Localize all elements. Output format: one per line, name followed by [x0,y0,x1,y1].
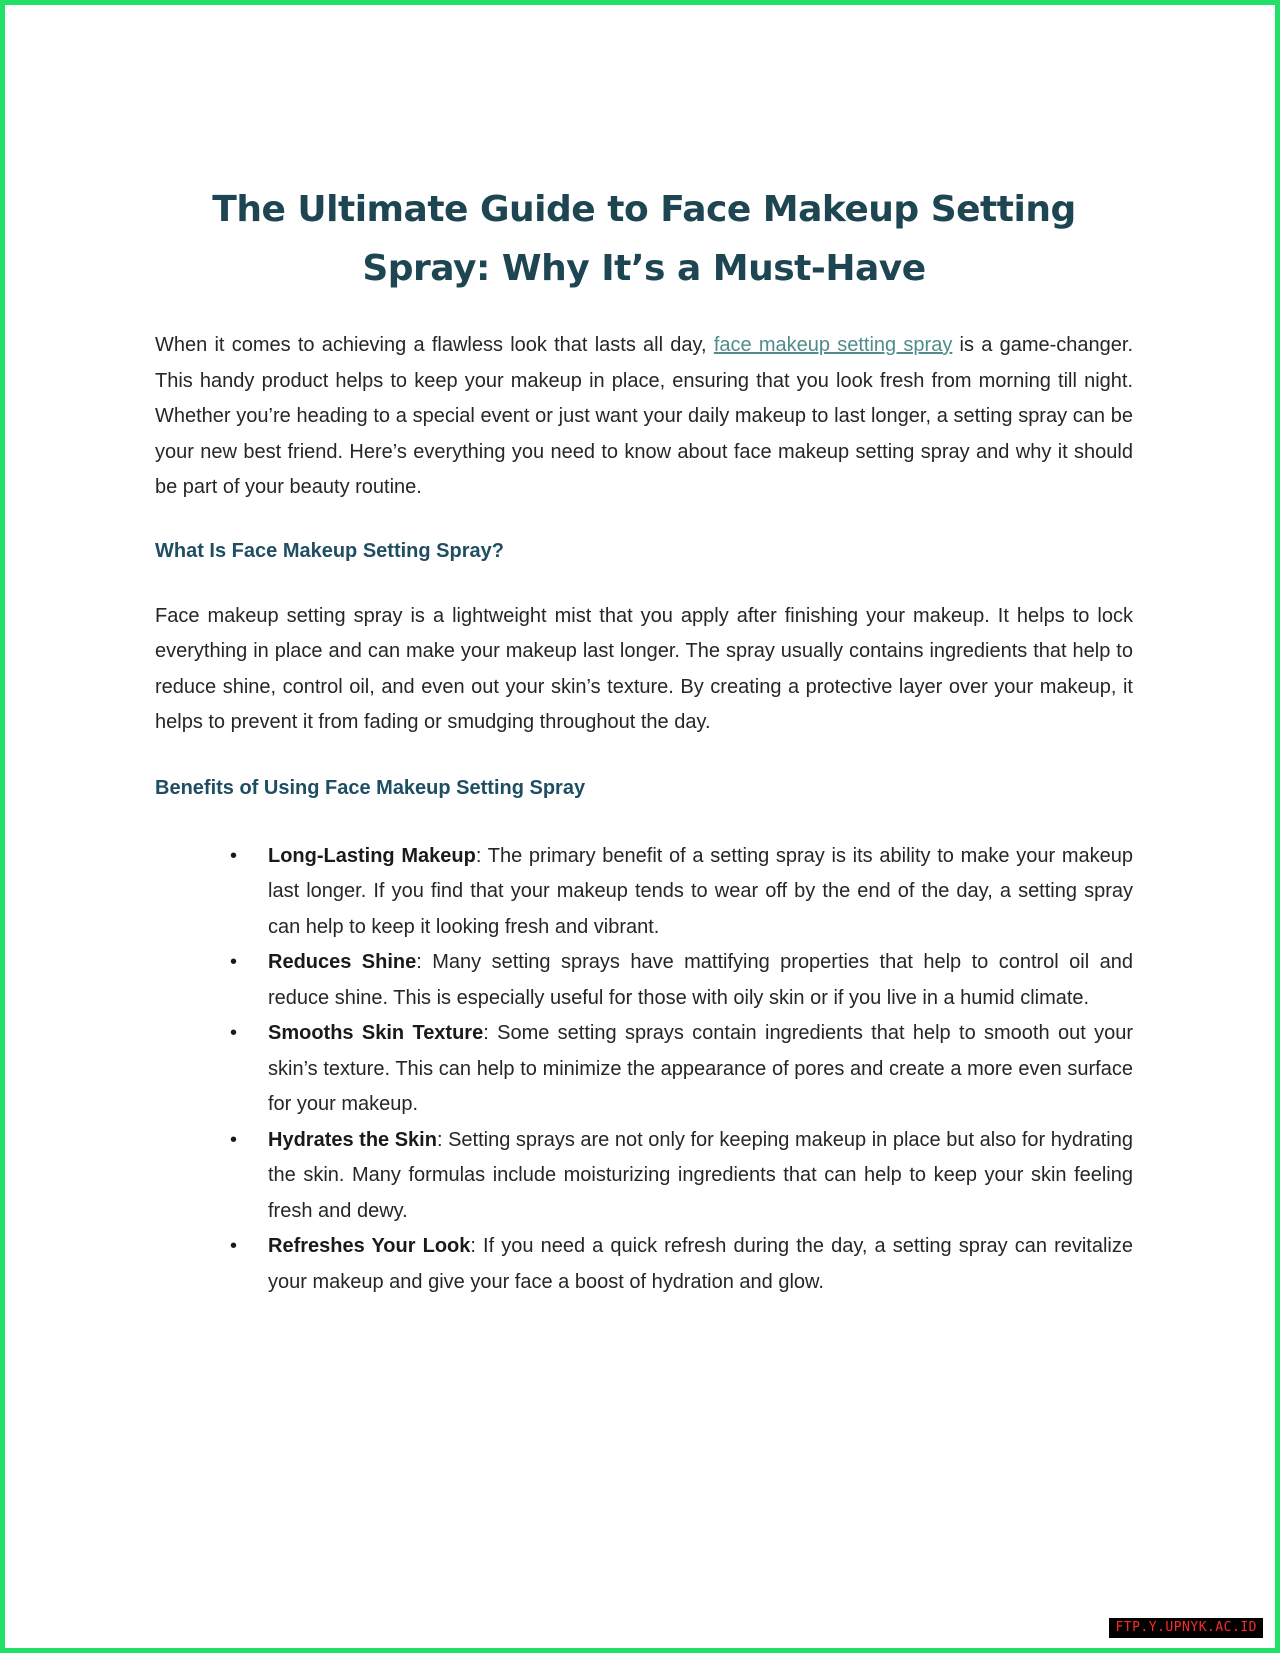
list-item [155,839,1133,946]
bullet-icon: • [230,1022,238,1044]
document-page [155,180,1133,1300]
section-heading-what-is: What Is Face Makeup Setting Spray? [155,539,504,562]
benefit-term: Reduces Shine [268,951,417,973]
benefit-text: : Many setting sprays have mattifying properties that help to control oil and reduce shine. This is especially useful for those with oily skin or if you live in a humid climate. [268,951,1133,1009]
source-watermark: FTP.Y.UPNYK.AC.ID [1109,1618,1263,1638]
bullet-icon: • [230,844,238,867]
list-item [155,1016,1133,1123]
what-is-paragraph: Face makeup setting spray is a lightweight mist that you apply after finishing your makeup. It helps to lock everything in place and can make your makeup last longer. The spray usually contains ingredients that help to reduce shine, control oil, and even out your skin’s texture. By creating a protective layer over your makeup, it helps to prevent it from fading or smudging throughout the day. [155,604,1133,733]
benefit-text: : Some setting sprays contain ingredients that help to smooth out your skin’s texture. This can help to minimize the appearance of pores and create a more even surface for your makeup. [268,1022,1133,1115]
benefit-term: Long-Lasting Makeup [268,844,476,867]
benefit-text: : Setting sprays are not only for keeping makeup in place but also for hydrating the skin. Many formulas include moisturizing ingredients that can help to keep your skin feeling fresh and dewy. [268,1128,1133,1222]
benefit-term: Smooths Skin Texture [268,1022,484,1044]
intro-paragraph [155,328,1133,506]
list-item [155,1123,1133,1230]
bullet-icon: • [230,951,238,973]
benefits-list [155,839,1133,1301]
bullet-icon: • [230,1235,238,1257]
list-item [155,1229,1133,1300]
intro-text-end: is a game-changer. This handy product helps to keep your makeup in place, ensuring that you look fresh from morning till night. Whether you’re heading to a special event or just want your daily makeup to last longer, a setting spray can be your new best friend. Here’s everything you need to know about face makeup setting spray and why it should be part of your beauty routine. [155,334,1133,498]
benefit-text: : The primary benefit of a setting spray is its ability to make your makeup last longer. If you find that your makeup tends to wear off by the end of the day, a setting spray can help to keep it looking fresh and vibrant. [268,844,1133,938]
section-heading-benefits: Benefits of Using Face Makeup Setting Spray [155,776,586,799]
benefit-term: Refreshes Your Look [268,1235,471,1257]
bullet-icon: • [230,1128,238,1151]
setting-spray-link[interactable]: face makeup setting spray [713,334,953,356]
benefit-term: Hydrates the Skin [268,1128,437,1151]
document-title: The Ultimate Guide to Face Makeup Setting Spray: Why It’s a Must-Have [212,189,1076,289]
list-item [155,945,1133,1016]
intro-text-start: When it comes to achieving a flawless look that lasts all day, [155,334,714,356]
benefit-text: : If you need a quick refresh during the day, a setting spray can revitalize your makeup and give your face a boost of hydration and glow. [268,1235,1133,1293]
